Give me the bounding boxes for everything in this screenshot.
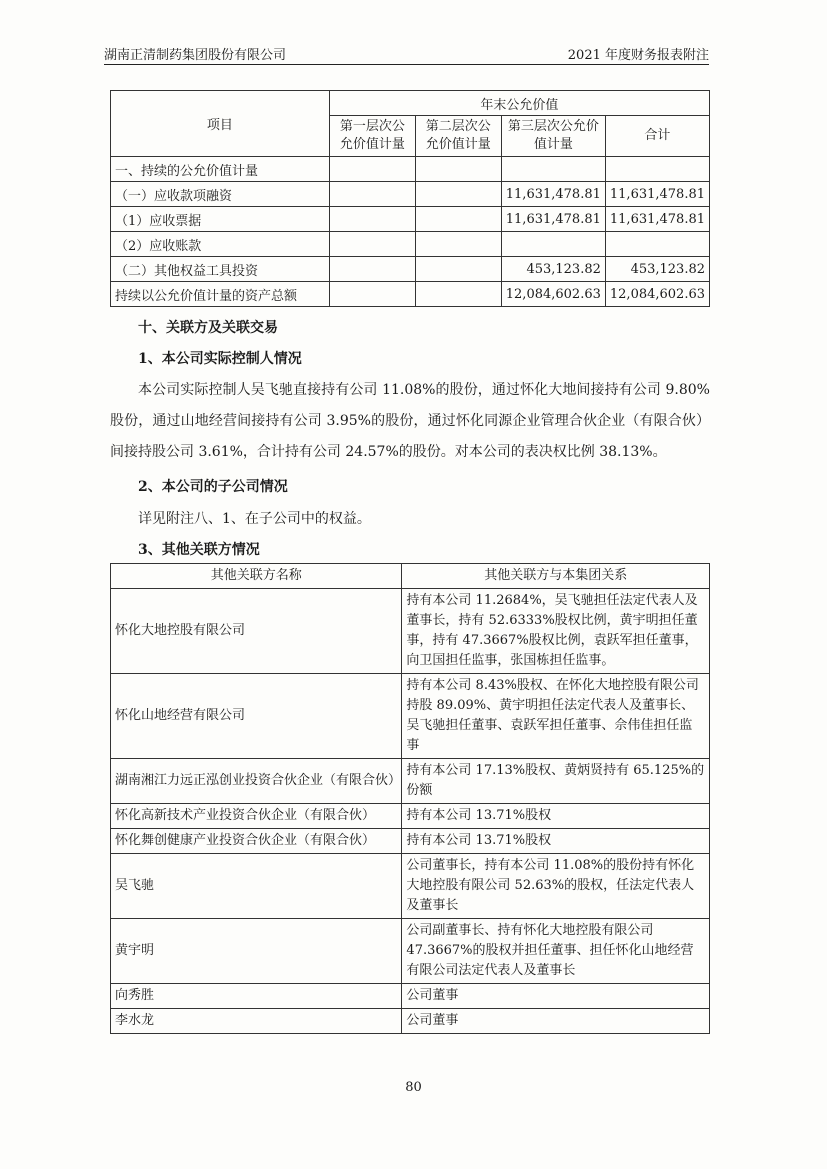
section-10-1-title: 1、本公司实际控制人情况	[138, 351, 302, 367]
row-total	[605, 232, 709, 257]
row-l1	[329, 157, 415, 182]
row-total	[605, 157, 709, 182]
col-item-header: 项目	[111, 91, 330, 157]
row-l1	[329, 257, 415, 282]
table-row	[111, 674, 710, 759]
col-total-header: 合计	[605, 116, 709, 157]
table-row	[111, 207, 710, 232]
col-relation-header: 其他关联方与本集团关系	[402, 564, 710, 589]
table-header-row	[111, 91, 710, 116]
party-relation: 公司董事	[402, 984, 710, 1009]
party-name: 怀化大地控股有限公司	[111, 589, 402, 674]
party-name: 怀化山地经营有限公司	[111, 674, 402, 759]
col-level2-header: 第二层次公允价值计量	[415, 116, 501, 157]
row-l1	[329, 182, 415, 207]
party-name: 黄宇明	[111, 919, 402, 984]
table-row	[111, 919, 710, 984]
col-group-header: 年末公允价值	[329, 91, 709, 116]
party-relation: 持有本公司 11.2684%，吴飞驰担任法定代表人及董事长，持有 52.6333%股权比例，黄宇明担任董事，持有 47.3667%股权比例，袁跃军担任董事，向卫国担任监事，张国栋担任监事。	[402, 589, 710, 674]
col-level1-header: 第一层次公允价值计量	[329, 116, 415, 157]
row-l3	[501, 157, 605, 182]
row-l1	[329, 282, 415, 307]
row-l3	[501, 232, 605, 257]
fair-value-table	[110, 90, 710, 307]
party-relation: 持有本公司 8.43%股权、在怀化大地控股有限公司持股 89.09%、黄宇明担任法定代表人及董事长、吴飞驰担任董事、袁跃军担任董事、佘伟佳担任监事	[402, 674, 710, 759]
row-l3: 453,123.82	[501, 257, 605, 282]
row-total: 12,084,602.63	[605, 282, 709, 307]
section-10-1-body: 本公司实际控制人吴飞驰直接持有公司 11.08%的股份，通过怀化大地间接持有公司 9.80%股份，通过山地经营间接持有公司 3.95%的股份，通过怀化同源企业管理合伙企业（有限合伙）间接持股公司 3.61%，合计持有公司 24.57%的股份。对本公司的表决权比例 38.13%。	[110, 382, 710, 460]
row-l2	[415, 282, 501, 307]
party-name: 怀化高新技术产业投资合伙企业（有限合伙）	[111, 804, 402, 829]
party-name: 李水龙	[111, 1009, 402, 1034]
table-row	[111, 232, 710, 257]
table-row	[111, 282, 710, 307]
header-company: 湖南正清制药集团股份有限公司	[104, 48, 287, 63]
row-l2	[415, 157, 501, 182]
table-row	[111, 854, 710, 919]
table-row	[111, 1009, 710, 1034]
header-divider	[104, 64, 709, 65]
page-number: 80	[405, 1080, 422, 1095]
row-total: 11,631,478.81	[605, 207, 709, 232]
party-name: 湖南湘江力远正泓创业投资合伙企业（有限合伙）	[111, 759, 402, 804]
party-name: 怀化舞创健康产业投资合伙企业（有限合伙）	[111, 829, 402, 854]
table-row	[111, 589, 710, 674]
row-item: （二）其他权益工具投资	[111, 257, 330, 282]
table-row	[111, 182, 710, 207]
header-report-title: 2021 年度财务报表附注	[567, 48, 709, 63]
section-10-2-title: 2、本公司的子公司情况	[138, 479, 288, 495]
row-l2	[415, 257, 501, 282]
col-name-header: 其他关联方名称	[111, 564, 402, 589]
section-10-3-title: 3、其他关联方情况	[138, 542, 260, 558]
row-l1	[329, 232, 415, 257]
party-relation: 公司副董事长、持有怀化大地控股有限公司 47.3667%的股权并担任董事、担任怀化山地经营有限公司法定代表人及董事长	[402, 919, 710, 984]
row-item: 一、持续的公允价值计量	[111, 157, 330, 182]
row-l3: 11,631,478.81	[501, 182, 605, 207]
row-l1	[329, 207, 415, 232]
row-l3: 11,631,478.81	[501, 207, 605, 232]
section-10-title: 十、关联方及关联交易	[138, 320, 278, 336]
party-relation: 公司董事	[402, 1009, 710, 1034]
table-row	[111, 984, 710, 1009]
table-row	[111, 257, 710, 282]
party-name: 向秀胜	[111, 984, 402, 1009]
party-relation: 公司董事长，持有本公司 11.08%的股份持有怀化大地控股有限公司 52.63%的股权，任法定代表人及董事长	[402, 854, 710, 919]
table-row	[111, 804, 710, 829]
party-name: 吴飞驰	[111, 854, 402, 919]
section-10-2-body: 详见附注八、1、在子公司中的权益。	[138, 511, 371, 527]
table-row	[111, 157, 710, 182]
table-row	[111, 759, 710, 804]
col-level3-header: 第三层次公允价值计量	[501, 116, 605, 157]
party-relation: 持有本公司 13.71%股权	[402, 804, 710, 829]
row-l2	[415, 182, 501, 207]
row-l2	[415, 207, 501, 232]
row-item: （一）应收款项融资	[111, 182, 330, 207]
party-relation: 持有本公司 17.13%股权、黄炳贤持有 65.125%的份额	[402, 759, 710, 804]
party-relation: 持有本公司 13.71%股权	[402, 829, 710, 854]
row-total: 11,631,478.81	[605, 182, 709, 207]
row-item: （1）应收票据	[111, 207, 330, 232]
table-header-row	[111, 564, 710, 589]
row-l3: 12,084,602.63	[501, 282, 605, 307]
row-total: 453,123.82	[605, 257, 709, 282]
table-row	[111, 829, 710, 854]
row-item: 持续以公允价值计量的资产总额	[111, 282, 330, 307]
related-party-table	[110, 563, 710, 1034]
row-l2	[415, 232, 501, 257]
row-item: （2）应收账款	[111, 232, 330, 257]
